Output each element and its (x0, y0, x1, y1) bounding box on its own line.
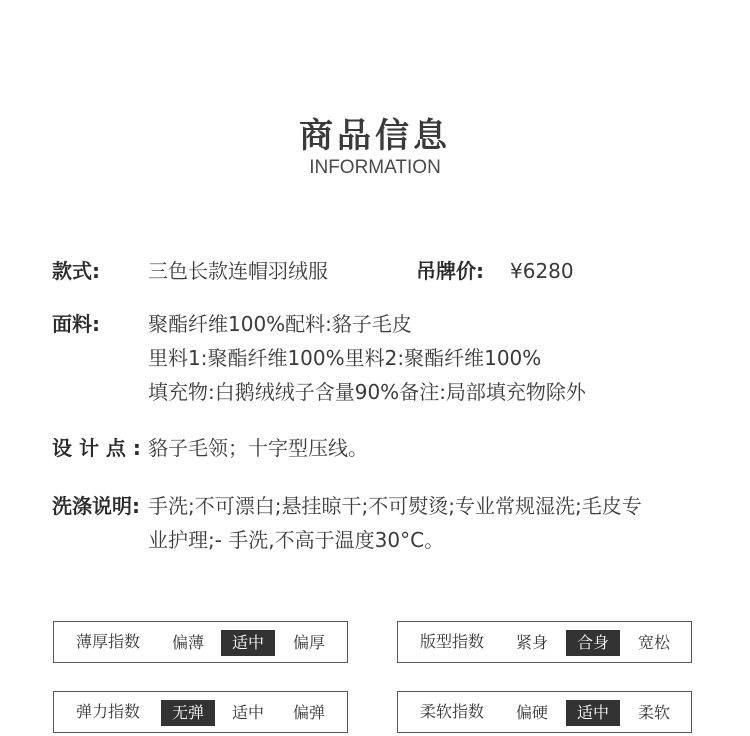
index-option: 适中 (221, 630, 275, 656)
style-value: 三色长款连帽羽绒服 (148, 259, 328, 283)
style-row (52, 254, 702, 288)
index-label: 弹力指数 (76, 702, 141, 721)
fabric-row (52, 307, 702, 411)
fabric-line-3: 填充物:白鹅绒绒子含量90%备注:局部填充物除外 (148, 380, 586, 404)
index-option: 偏硬 (515, 703, 548, 722)
wash-label: 洗涤说明: (52, 494, 140, 518)
index-option: 合身 (566, 630, 620, 656)
design-row (52, 431, 702, 465)
fabric-line-2: 里料1:聚酯纤维100%里料2:聚酯纤维100% (148, 346, 542, 370)
style-label: 款式: (52, 259, 100, 283)
fabric-label: 面料: (52, 312, 100, 336)
wash-line-1: 手洗;不可漂白;悬挂晾干;不可熨烫;专业常规湿洗;毛皮专 (148, 494, 642, 518)
index-option: 偏厚 (292, 633, 325, 652)
index-option: 适中 (566, 700, 620, 726)
index-option: 宽松 (637, 633, 670, 652)
index-option: 无弹 (161, 700, 215, 726)
index-label: 柔软指数 (420, 702, 485, 721)
index-label: 版型指数 (420, 632, 485, 651)
index-option: 偏弹 (292, 703, 325, 722)
index-option: 紧身 (515, 633, 548, 652)
index-box-fit (397, 621, 692, 663)
wash-line-2: 业护理;- 手洗,不高于温度30°C。 (148, 528, 445, 552)
design-label: 设 计 点 : (52, 436, 141, 460)
page-title: 商品信息 (299, 116, 451, 156)
index-option: 柔软 (637, 703, 670, 722)
index-option: 适中 (231, 703, 264, 722)
index-label: 薄厚指数 (76, 632, 141, 651)
page-subtitle: INFORMATION (309, 157, 441, 178)
design-value: 貉子毛领；十字型压线。 (148, 436, 368, 460)
index-box-elasticity (53, 691, 348, 733)
price-label: 吊牌价: (416, 259, 484, 283)
price-value: ¥6280 (510, 259, 574, 283)
wash-row (52, 489, 702, 557)
index-box-thickness (53, 621, 348, 663)
index-box-softness (397, 691, 692, 733)
index-option: 偏薄 (171, 633, 204, 652)
fabric-line-1: 聚酯纤维100%配料:貉子毛皮 (148, 312, 412, 336)
